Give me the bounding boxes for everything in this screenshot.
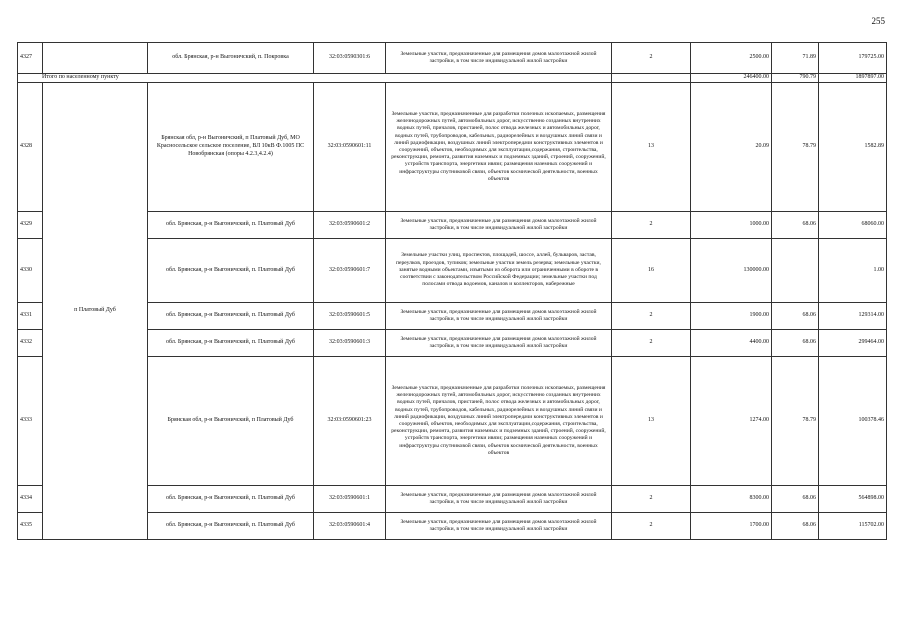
area-cell: 1700.00 bbox=[691, 513, 772, 540]
cost-cell: 68060.00 bbox=[819, 212, 887, 239]
cadastral-number-cell: 32:03:0590601:4 bbox=[314, 513, 386, 540]
cost-cell: 564898.00 bbox=[819, 486, 887, 513]
area-cell: 1274.00 bbox=[691, 357, 772, 486]
group-cell: 2 bbox=[612, 486, 691, 513]
land-use-cell: Земельные участки, предназначенные для размещения домов малоэтажной жилой застройки, в том числе индивидуальной жилой застройки bbox=[386, 486, 612, 513]
address-cell: обл. Брянская, р-н Выгоничский, п. Платовый Дуб bbox=[148, 239, 314, 303]
address-cell: обл. Брянская, р-н Выгоничский, п. Покровка bbox=[148, 43, 314, 74]
rate-cell: 68.06 bbox=[772, 513, 819, 540]
address-cell: Брянская обл, р-н Выгоничский, п Платовый Дуб bbox=[148, 357, 314, 486]
rate-cell: 78.79 bbox=[772, 357, 819, 486]
cadastral-number-cell: 32:03:0590601:7 bbox=[314, 239, 386, 303]
land-use-cell: Земельные участки, предназначенные для размещения домов малоэтажной жилой застройки, в том числе индивидуальной жилой застройки bbox=[386, 303, 612, 330]
cost-cell: 115702.00 bbox=[819, 513, 887, 540]
area-cell: 20.09 bbox=[691, 83, 772, 212]
total-label: Итого по населенному пункту bbox=[18, 74, 612, 83]
address-cell: обл. Брянская, р-н Выгоничский, п. Платовый Дуб bbox=[148, 212, 314, 239]
land-use-cell: Земельные участки улиц, проспектов, площадей, шоссе, аллей, бульваров, застав, переулков, проездов, тупиков; земельные участки земель резерва; земельные участки, занятые водными объектами, изъятыми из оборота или ограниченными в обороте в соответствии с законодательством Российской Федерации; земельные участки под полосами отвода водоемов, каналов и коллекторов, набережные bbox=[386, 239, 612, 303]
land-registry-table bbox=[17, 42, 887, 540]
group-cell: 2 bbox=[612, 303, 691, 330]
settlement-name: п Платовый Дуб bbox=[43, 83, 148, 540]
cost-cell: 129314.00 bbox=[819, 303, 887, 330]
group-cell: 2 bbox=[612, 212, 691, 239]
page-number: 255 bbox=[871, 16, 885, 26]
area-cell: 1000.00 bbox=[691, 212, 772, 239]
land-use-cell: Земельные участки, предназначенные для размещения домов малоэтажной жилой застройки, в том числе индивидуальной жилой застройки bbox=[386, 43, 612, 74]
address-cell: обл. Брянская, р-н Выгоничский, п. Платовый Дуб bbox=[148, 303, 314, 330]
group-cell: 16 bbox=[612, 239, 691, 303]
cadastral-number-cell: 32:03:0590301:6 bbox=[314, 43, 386, 74]
row-number: 4329 bbox=[18, 212, 43, 239]
cadastral-number-cell: 32:03:0590601:11 bbox=[314, 83, 386, 212]
land-use-cell: Земельные участки, предназначенные для разработки полезных ископаемых, размещения железнодорожных путей, автомобильных дорог, искусственно созданных внутренних водных путей, причалов, пристаней, полос отвода железных и автомобильных дорог, водных путей, трубопроводов, кабельных, радиорелейных и воздушных линий связи и линий радиофикации, воздушных линий электропередачи конструктивных элементов и сооружений, объектов, необходимых для эксплуатации,содержания, строительства, реконструкции, ремонта, развития наземных и подземных зданий, строений, сооружений, устройств транспорта, энергетики ивязи; размещения наземных сооружений и инфраструктуры спутниковой связи, объектов космической деятельности, военных объектов bbox=[386, 83, 612, 212]
land-use-cell: Земельные участки, предназначенные для размещения домов малоэтажной жилой застройки, в том числе индивидуальной жилой застройки bbox=[386, 330, 612, 357]
land-use-cell: Земельные участки, предназначенные для размещения домов малоэтажной жилой застройки, в том числе индивидуальной жилой застройки bbox=[386, 212, 612, 239]
cadastral-number-cell: 32:03:0590601:1 bbox=[314, 486, 386, 513]
table-row bbox=[18, 357, 887, 486]
rate-cell: 68.06 bbox=[772, 330, 819, 357]
row-number: 4328 bbox=[18, 83, 43, 212]
land-use-cell: Земельные участки, предназначенные для размещения домов малоэтажной жилой застройки, в том числе индивидуальной жилой застройки bbox=[386, 513, 612, 540]
row-number: 4330 bbox=[18, 239, 43, 303]
address-cell: обл. Брянская, р-н Выгоничский, п. Платовый Дуб bbox=[148, 513, 314, 540]
address-cell: обл. Брянская, р-н Выгоничский, п. Платовый Дуб bbox=[148, 486, 314, 513]
table-row bbox=[18, 486, 887, 513]
table-row bbox=[18, 43, 887, 74]
settlement-total-row bbox=[18, 74, 887, 83]
row-number: 4334 bbox=[18, 486, 43, 513]
row-number: 4333 bbox=[18, 357, 43, 486]
area-cell: 4400.00 bbox=[691, 330, 772, 357]
row-number: 4331 bbox=[18, 303, 43, 330]
table-row bbox=[18, 303, 887, 330]
area-cell: 2500.00 bbox=[691, 43, 772, 74]
cadastral-number-cell: 32:03:0590601:2 bbox=[314, 212, 386, 239]
table-row bbox=[18, 239, 887, 303]
land-use-cell: Земельные участки, предназначенные для разработки полезных ископаемых, размещения железнодорожных путей, автомобильных дорог, искусственно созданных внутренних водных путей, причалов, пристаней, полос отвода железных и автомобильных дорог, водных путей, трубопроводов, кабельных, радиорелейных и воздушных линий связи и линий радиофикации, воздушных линий электропередачи конструктивных элементов и сооружений, объектов, необходимых для эксплуатации,содержания, строительства, реконструкции, ремонта, развития наземных и подземных зданий, строений, сооружений, устройств транспорта, энергетики ивязи; размещения наземных сооружений и инфраструктуры спутниковой связи, объектов космической деятельности, военных объектов bbox=[386, 357, 612, 486]
group-cell: 13 bbox=[612, 83, 691, 212]
rate-cell: 68.06 bbox=[772, 303, 819, 330]
row-number: 4327 bbox=[18, 43, 43, 74]
table-row bbox=[18, 83, 887, 212]
area-cell: 130000.00 bbox=[691, 239, 772, 303]
cost-cell: 179725.00 bbox=[819, 43, 887, 74]
rate-cell: 71.89 bbox=[772, 43, 819, 74]
area-cell: 1900.00 bbox=[691, 303, 772, 330]
cadastral-number-cell: 32:03:0590601:23 bbox=[314, 357, 386, 486]
rate-cell: 68.06 bbox=[772, 486, 819, 513]
cadastral-number-cell: 32:03:0590601:5 bbox=[314, 303, 386, 330]
rate-cell: 68.06 bbox=[772, 212, 819, 239]
group-cell: 2 bbox=[612, 513, 691, 540]
row-number: 4335 bbox=[18, 513, 43, 540]
total-rate: 790.79 bbox=[772, 74, 819, 83]
table-row bbox=[18, 513, 887, 540]
group-cell: 2 bbox=[612, 330, 691, 357]
total-area: 246400.00 bbox=[691, 74, 772, 83]
cost-cell: 1.00 bbox=[819, 239, 887, 303]
cost-cell: 100378.46 bbox=[819, 357, 887, 486]
group-cell: 13 bbox=[612, 357, 691, 486]
cost-cell: 299464.00 bbox=[819, 330, 887, 357]
rate-cell bbox=[772, 239, 819, 303]
table-row bbox=[18, 330, 887, 357]
address-cell: обл. Брянская, р-н Выгоничский, п. Платовый Дуб bbox=[148, 330, 314, 357]
rate-cell: 78.79 bbox=[772, 83, 819, 212]
group-cell: 2 bbox=[612, 43, 691, 74]
area-cell: 8300.00 bbox=[691, 486, 772, 513]
cost-cell: 1582.89 bbox=[819, 83, 887, 212]
address-cell: Брянская обл, р-н Выгоничский, п Платовый Дуб, МО Красносельское сельское поселение, ВЛ 10кВ Ф.1005 ПС Новобрянская (опоры 4.2.3,4.2.4) bbox=[148, 83, 314, 212]
table-row bbox=[18, 212, 887, 239]
total-cost: 1897897.00 bbox=[819, 74, 887, 83]
cadastral-number-cell: 32:03:0590601:3 bbox=[314, 330, 386, 357]
row-number: 4332 bbox=[18, 330, 43, 357]
